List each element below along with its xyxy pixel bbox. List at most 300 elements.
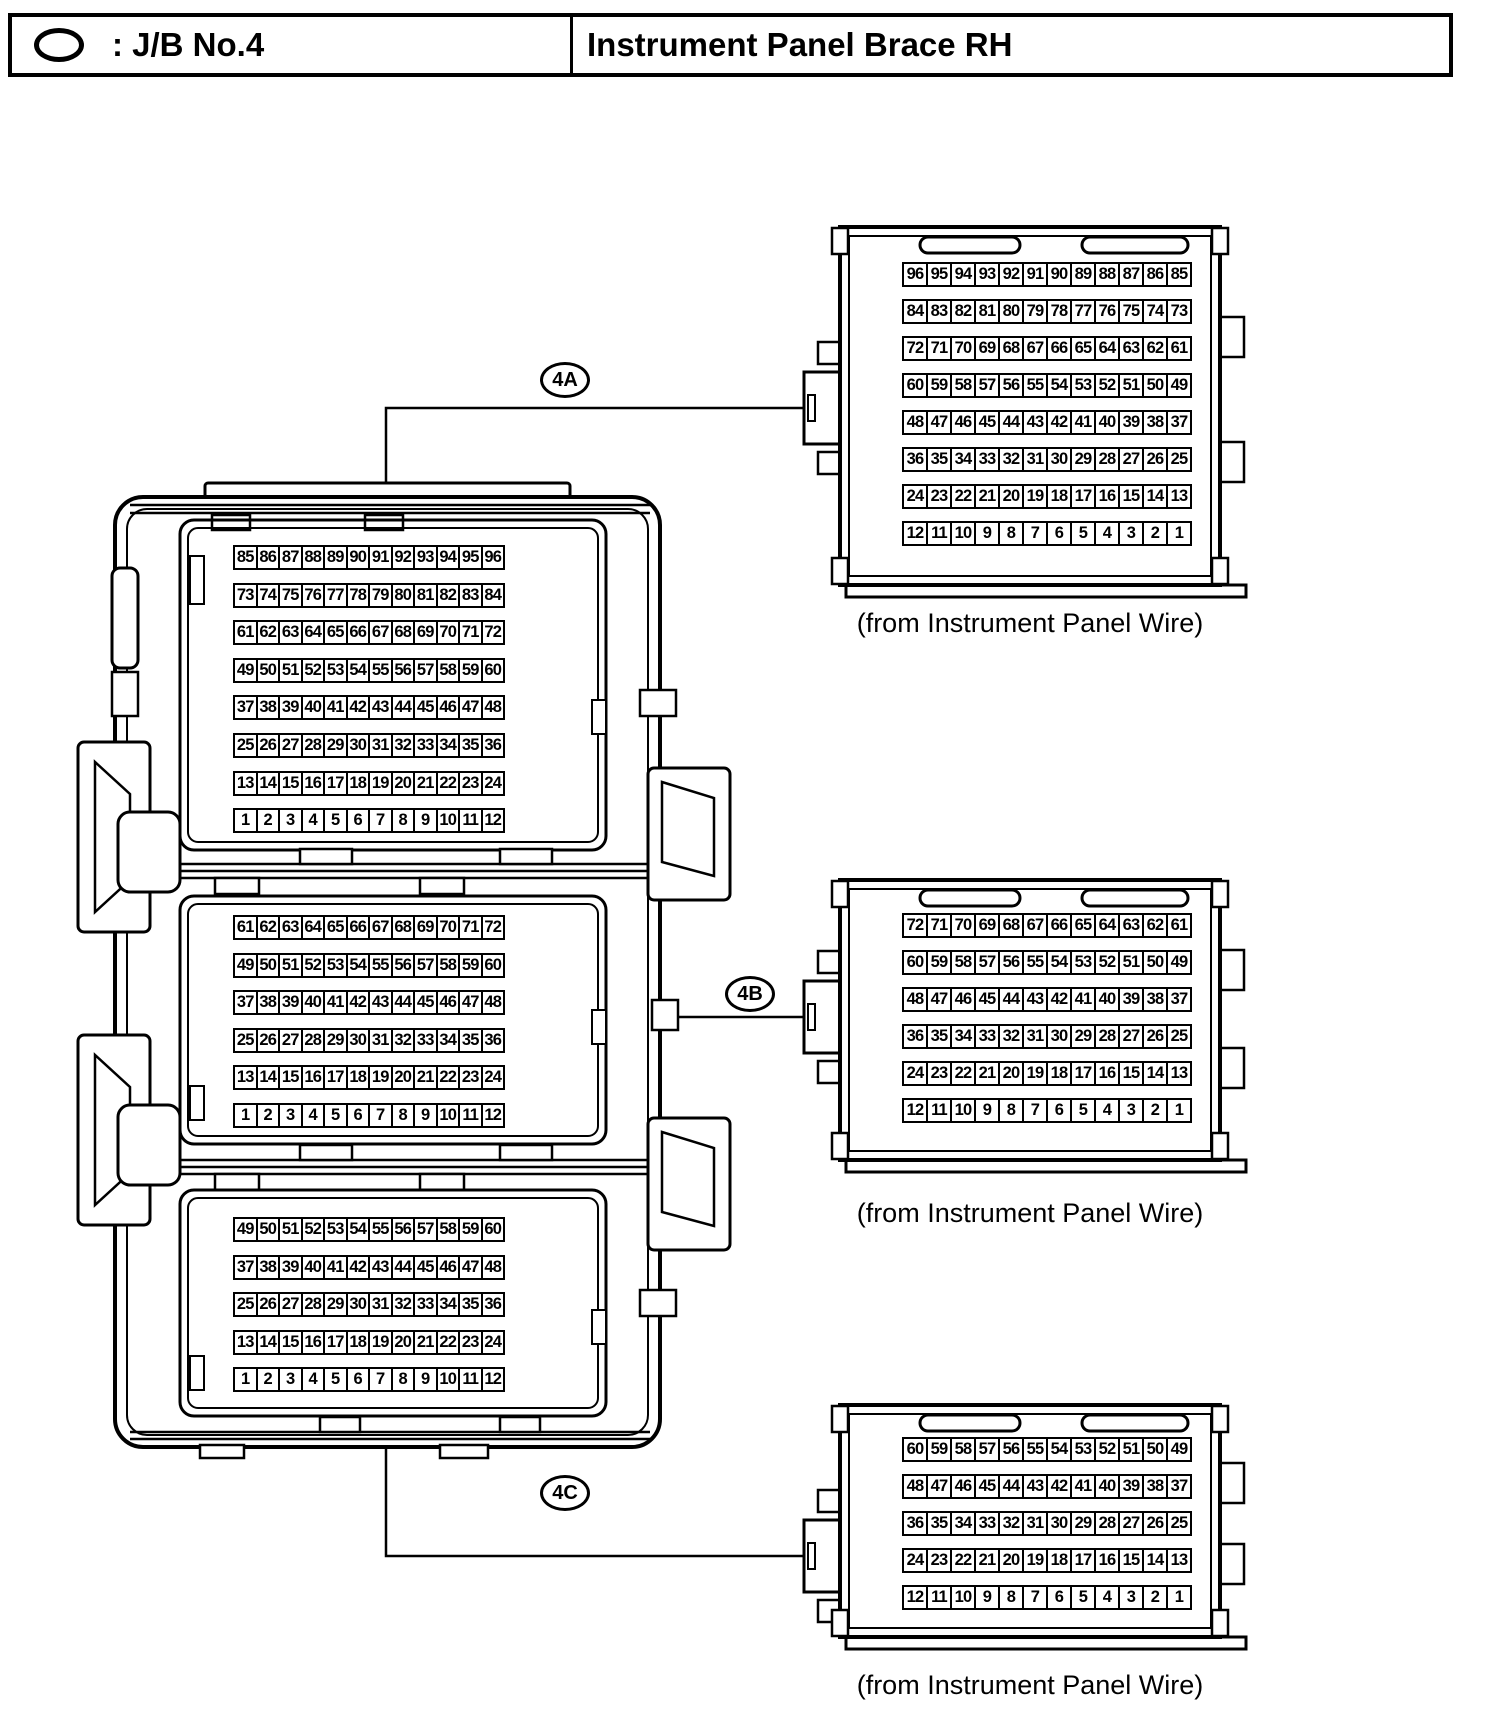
pin-cell: 26 [256,1292,281,1317]
pin-cell: 69 [974,336,1000,361]
pin-cell: 42 [346,1255,371,1280]
pin-cell: 60 [902,373,928,398]
pin-cell: 38 [256,990,281,1015]
pin-cell: 21 [974,1061,1000,1086]
pin-cell: 59 [458,1217,483,1242]
pin-cell: 19 [1022,1548,1048,1573]
pin-cell: 12 [902,521,928,546]
pin-cell: 3 [278,808,303,833]
pin-row [233,695,503,720]
pin-cell: 72 [902,336,928,361]
pin-cell: 23 [926,1061,952,1086]
pin-cell: 32 [998,1511,1024,1536]
pin-cell: 35 [926,447,952,472]
pin-cell: 87 [1118,262,1144,287]
pin-cell: 26 [1142,447,1168,472]
pin-cell: 5 [323,1367,348,1392]
pin-cell: 51 [1118,1437,1144,1462]
pin-cell: 20 [998,484,1024,509]
pin-cell: 1 [233,1367,258,1392]
pin-cell: 3 [278,1103,303,1128]
pin-cell: 37 [1166,1474,1192,1499]
pin-cell: 43 [1022,987,1048,1012]
pin-cell: 27 [278,733,303,758]
pin-cell: 62 [256,915,281,940]
pin-cell: 12 [481,808,506,833]
pin-cell: 26 [256,1028,281,1053]
pin-row [902,1474,1190,1499]
pin-cell: 92 [998,262,1024,287]
pin-cell: 15 [278,771,303,796]
pin-cell: 89 [1070,262,1096,287]
pin-cell: 56 [391,953,416,978]
pin-grid-block-4c [233,1217,503,1405]
pin-row [902,1548,1190,1573]
pin-cell: 76 [1094,299,1120,324]
pin-cell: 48 [902,987,928,1012]
pin-row [902,299,1190,324]
pin-cell: 10 [950,1098,976,1123]
pin-cell: 39 [278,1255,303,1280]
pin-cell: 13 [1166,484,1192,509]
pin-cell: 41 [1070,987,1096,1012]
pin-cell: 11 [458,808,483,833]
pin-cell: 70 [950,913,976,938]
pin-cell: 39 [1118,410,1144,435]
pin-row [902,1511,1190,1536]
pin-cell: 39 [278,695,303,720]
pin-cell: 83 [458,583,483,608]
pin-cell: 31 [368,1028,393,1053]
pin-cell: 91 [368,545,393,570]
pin-cell: 44 [391,1255,416,1280]
pin-cell: 52 [301,953,326,978]
pin-cell: 19 [368,1065,393,1090]
pin-row [902,447,1190,472]
pin-cell: 79 [1022,299,1048,324]
pin-cell: 33 [974,447,1000,472]
pin-cell: 80 [391,583,416,608]
pin-cell: 18 [346,771,371,796]
pin-cell: 16 [1094,1061,1120,1086]
pin-cell: 30 [1046,1511,1072,1536]
pin-cell: 29 [1070,1511,1096,1536]
pin-cell: 24 [902,1548,928,1573]
pin-cell: 48 [902,410,928,435]
pin-row [233,1065,503,1090]
pin-cell: 27 [1118,1511,1144,1536]
pin-cell: 15 [278,1065,303,1090]
pin-cell: 82 [950,299,976,324]
pin-grid-connector-4c [902,1437,1190,1622]
pin-cell: 41 [1070,410,1096,435]
pin-cell: 33 [974,1024,1000,1049]
pin-cell: 50 [256,953,281,978]
pin-cell: 66 [1046,336,1072,361]
pin-cell: 9 [413,1367,438,1392]
pin-cell: 6 [346,1103,371,1128]
pin-cell: 9 [413,1103,438,1128]
pin-cell: 13 [233,1330,258,1355]
pin-cell: 16 [1094,484,1120,509]
pin-cell: 13 [1166,1548,1192,1573]
pin-cell: 74 [1142,299,1168,324]
pin-row [233,953,503,978]
pin-cell: 40 [301,695,326,720]
pin-cell: 33 [413,1292,438,1317]
pin-cell: 45 [974,987,1000,1012]
pin-cell: 10 [436,808,461,833]
pin-cell: 54 [1046,373,1072,398]
pin-cell: 16 [301,1330,326,1355]
pin-cell: 55 [1022,373,1048,398]
pin-cell: 19 [1022,1061,1048,1086]
pin-cell: 37 [233,1255,258,1280]
pin-cell: 47 [926,1474,952,1499]
pin-cell: 35 [458,1028,483,1053]
pin-cell: 24 [902,484,928,509]
pin-cell: 22 [436,1065,461,1090]
pin-cell: 67 [368,620,393,645]
pin-cell: 46 [950,1474,976,1499]
pin-cell: 16 [301,771,326,796]
pin-cell: 22 [950,1061,976,1086]
pin-cell: 47 [458,695,483,720]
pin-cell: 85 [233,545,258,570]
pin-cell: 18 [346,1330,371,1355]
pin-row [902,1061,1190,1086]
pin-cell: 17 [1070,1548,1096,1573]
pin-cell: 22 [436,771,461,796]
pin-cell: 48 [481,1255,506,1280]
pin-cell: 50 [1142,950,1168,975]
pin-cell: 11 [926,521,952,546]
pin-cell: 32 [391,733,416,758]
pin-cell: 55 [368,658,393,683]
pin-cell: 2 [256,1367,281,1392]
connector-label-4a: 4A [540,362,590,398]
pin-cell: 65 [1070,336,1096,361]
header-left-label: : J/B No.4 [112,26,265,63]
pin-cell: 49 [1166,373,1192,398]
pin-cell: 3 [1118,521,1144,546]
pin-cell: 96 [481,545,506,570]
pin-row [233,658,503,683]
pin-cell: 51 [278,953,303,978]
pin-cell: 66 [1046,913,1072,938]
pin-cell: 53 [1070,373,1096,398]
pin-cell: 49 [233,658,258,683]
pin-grid-connector-4a [902,262,1190,558]
pin-cell: 43 [368,990,393,1015]
pin-cell: 77 [1070,299,1096,324]
pin-cell: 7 [1022,1585,1048,1610]
pin-cell: 33 [974,1511,1000,1536]
pin-cell: 74 [256,583,281,608]
pin-cell: 7 [368,1367,393,1392]
pin-cell: 58 [436,1217,461,1242]
pin-cell: 64 [1094,336,1120,361]
pin-cell: 32 [391,1028,416,1053]
pin-row [902,913,1190,938]
pin-cell: 28 [301,1028,326,1053]
pin-cell: 72 [902,913,928,938]
pin-cell: 42 [346,990,371,1015]
pin-cell: 49 [233,1217,258,1242]
pin-cell: 8 [998,521,1024,546]
pin-cell: 2 [1142,1585,1168,1610]
pin-cell: 19 [368,771,393,796]
pin-cell: 48 [481,990,506,1015]
pin-cell: 30 [346,1292,371,1317]
pin-cell: 1 [233,808,258,833]
pin-cell: 71 [926,913,952,938]
pin-cell: 34 [950,1511,976,1536]
pin-cell: 69 [413,620,438,645]
pin-cell: 63 [1118,336,1144,361]
pin-cell: 6 [346,1367,371,1392]
pin-cell: 31 [1022,1024,1048,1049]
pin-cell: 90 [346,545,371,570]
pin-cell: 22 [950,1548,976,1573]
pin-cell: 51 [278,658,303,683]
pin-cell: 36 [902,447,928,472]
pin-cell: 22 [950,484,976,509]
pin-cell: 41 [323,990,348,1015]
pin-cell: 5 [323,808,348,833]
pin-cell: 55 [368,953,393,978]
pin-cell: 49 [1166,1437,1192,1462]
pin-cell: 41 [1070,1474,1096,1499]
pin-cell: 68 [998,336,1024,361]
pin-cell: 28 [1094,1511,1120,1536]
pin-cell: 25 [233,733,258,758]
pin-cell: 86 [1142,262,1168,287]
pin-cell: 57 [974,950,1000,975]
pin-cell: 15 [1118,1548,1144,1573]
pin-cell: 18 [1046,1061,1072,1086]
pin-cell: 20 [391,1065,416,1090]
pin-row [902,410,1190,435]
pin-cell: 20 [998,1061,1024,1086]
pin-cell: 57 [974,373,1000,398]
pin-cell: 36 [481,1028,506,1053]
pin-cell: 56 [998,373,1024,398]
pin-cell: 50 [256,1217,281,1242]
pin-cell: 93 [974,262,1000,287]
pin-cell: 37 [233,695,258,720]
pin-cell: 52 [301,1217,326,1242]
pin-cell: 89 [323,545,348,570]
pin-cell: 18 [1046,484,1072,509]
pin-cell: 24 [902,1061,928,1086]
pin-cell: 23 [458,771,483,796]
pin-row [902,1098,1190,1123]
pin-cell: 53 [1070,1437,1096,1462]
pin-cell: 14 [256,1330,281,1355]
pin-cell: 45 [974,1474,1000,1499]
pin-cell: 43 [368,1255,393,1280]
pin-cell: 48 [902,1474,928,1499]
pin-cell: 12 [902,1098,928,1123]
pin-cell: 64 [301,620,326,645]
pin-cell: 77 [323,583,348,608]
pin-row [233,1255,503,1280]
pin-cell: 56 [391,658,416,683]
pin-cell: 58 [950,950,976,975]
pin-cell: 55 [368,1217,393,1242]
pin-cell: 34 [950,1024,976,1049]
pin-cell: 42 [1046,987,1072,1012]
pin-cell: 45 [413,990,438,1015]
pin-cell: 11 [458,1367,483,1392]
pin-cell: 71 [926,336,952,361]
pin-cell: 23 [458,1065,483,1090]
pin-cell: 81 [413,583,438,608]
pin-cell: 36 [902,1024,928,1049]
pin-cell: 30 [1046,447,1072,472]
pin-cell: 2 [1142,521,1168,546]
pin-cell: 78 [1046,299,1072,324]
pin-row [902,1024,1190,1049]
pin-cell: 91 [1022,262,1048,287]
pin-cell: 46 [436,990,461,1015]
pin-cell: 15 [1118,1061,1144,1086]
pin-cell: 16 [301,1065,326,1090]
pin-cell: 27 [278,1292,303,1317]
pin-cell: 10 [436,1367,461,1392]
pin-row [233,808,503,833]
pin-cell: 17 [1070,484,1096,509]
pin-cell: 38 [256,1255,281,1280]
pin-cell: 53 [1070,950,1096,975]
pin-cell: 72 [481,620,506,645]
pin-cell: 51 [1118,373,1144,398]
pin-cell: 4 [1094,1585,1120,1610]
pin-cell: 45 [413,695,438,720]
pin-cell: 61 [1166,336,1192,361]
pin-cell: 31 [368,1292,393,1317]
pin-row [233,1103,503,1128]
pin-cell: 40 [1094,987,1120,1012]
pin-cell: 95 [926,262,952,287]
pin-cell: 52 [1094,373,1120,398]
pin-cell: 4 [301,1103,326,1128]
pin-row [233,1217,503,1242]
pin-cell: 68 [391,915,416,940]
pin-cell: 30 [346,733,371,758]
pin-cell: 93 [413,545,438,570]
pin-cell: 62 [1142,913,1168,938]
pin-row [233,1367,503,1392]
pin-cell: 45 [974,410,1000,435]
pin-cell: 29 [323,733,348,758]
pin-cell: 52 [1094,1437,1120,1462]
pin-cell: 53 [323,953,348,978]
connector-label-4b: 4B [725,976,775,1012]
pin-cell: 55 [1022,1437,1048,1462]
pin-cell: 11 [926,1098,952,1123]
pin-cell: 5 [323,1103,348,1128]
pin-cell: 94 [436,545,461,570]
pin-cell: 35 [458,733,483,758]
pin-cell: 29 [1070,1024,1096,1049]
pin-grid-block-4a [233,545,503,846]
pin-cell: 84 [902,299,928,324]
pin-cell: 17 [323,1065,348,1090]
pin-cell: 88 [1094,262,1120,287]
pin-row [233,1330,503,1355]
pin-row [902,373,1190,398]
pin-cell: 1 [1166,521,1192,546]
pin-row [902,987,1190,1012]
pin-cell: 9 [974,1098,1000,1123]
pin-cell: 4 [1094,521,1120,546]
pin-cell: 31 [1022,447,1048,472]
pin-cell: 82 [436,583,461,608]
pin-cell: 3 [1118,1585,1144,1610]
pin-cell: 43 [1022,1474,1048,1499]
pin-cell: 1 [233,1103,258,1128]
pin-cell: 34 [436,1028,461,1053]
pin-cell: 11 [458,1103,483,1128]
pin-cell: 7 [368,808,393,833]
pin-cell: 92 [391,545,416,570]
pin-cell: 25 [233,1028,258,1053]
pin-cell: 66 [346,915,371,940]
pin-cell: 23 [926,1548,952,1573]
pin-cell: 15 [1118,484,1144,509]
pin-cell: 56 [998,1437,1024,1462]
pin-cell: 3 [1118,1098,1144,1123]
pin-cell: 54 [346,658,371,683]
pin-cell: 83 [926,299,952,324]
pin-cell: 73 [1166,299,1192,324]
pin-cell: 60 [481,658,506,683]
pin-cell: 34 [436,733,461,758]
pin-cell: 35 [458,1292,483,1317]
pin-cell: 57 [974,1437,1000,1462]
pin-cell: 30 [346,1028,371,1053]
pin-cell: 25 [1166,1511,1192,1536]
pin-cell: 5 [1070,1585,1096,1610]
pin-cell: 54 [346,1217,371,1242]
pin-cell: 58 [950,1437,976,1462]
pin-cell: 41 [323,1255,348,1280]
pin-cell: 14 [1142,484,1168,509]
pin-cell: 85 [1166,262,1192,287]
pin-cell: 35 [926,1024,952,1049]
pin-cell: 40 [1094,1474,1120,1499]
pin-cell: 9 [413,808,438,833]
pin-cell: 7 [1022,1098,1048,1123]
pin-cell: 34 [436,1292,461,1317]
pin-row [902,1437,1190,1462]
pin-cell: 8 [391,808,416,833]
pin-cell: 29 [323,1292,348,1317]
pin-cell: 43 [368,695,393,720]
pin-cell: 29 [1070,447,1096,472]
pin-cell: 22 [436,1330,461,1355]
pin-cell: 44 [998,410,1024,435]
pin-cell: 18 [1046,1548,1072,1573]
pin-row [233,1028,503,1053]
pin-cell: 28 [1094,1024,1120,1049]
pin-cell: 21 [413,1065,438,1090]
caption-connector-4b: (from Instrument Panel Wire) [856,1198,1204,1228]
pin-cell: 54 [346,953,371,978]
pin-cell: 68 [998,913,1024,938]
